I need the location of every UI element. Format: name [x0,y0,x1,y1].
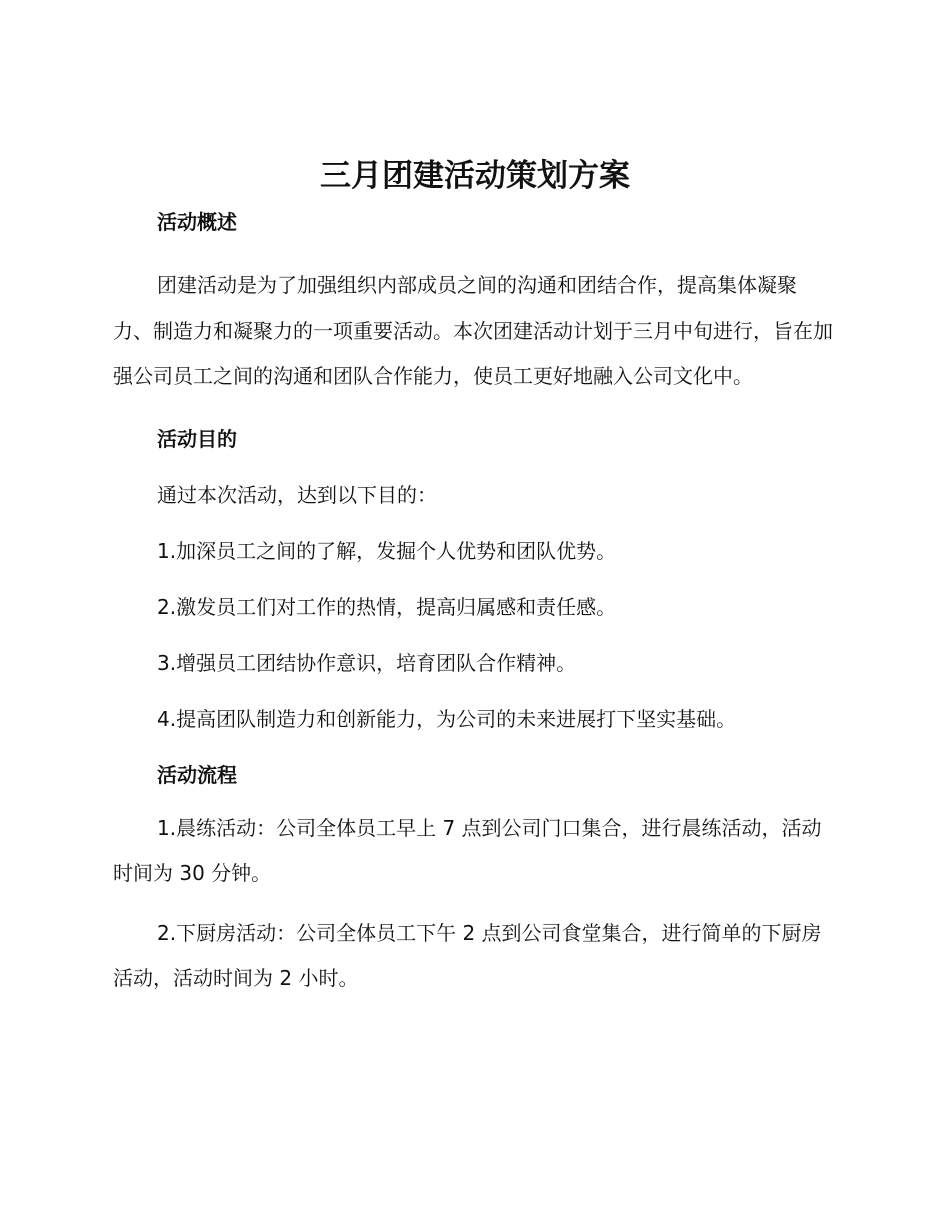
overview-paragraph: 团建活动是为了加强组织内部成员之间的沟通和团结合作，提高集体凝聚力、制造力和凝聚力的一项重要活动。本次团建活动计划于三月中旬进行，旨在加强公司员工之间的沟通和团队合作能力，使员工更好地融入公司文化中。 [113,273,833,388]
section-heading-goals: 活动目的 [157,426,237,451]
section-heading-process: 活动流程 [157,762,237,787]
goal-item: 4.提高团队制造力和创新能力，为公司的未来进展打下坚实基础。 [157,706,737,731]
goal-item: 2.激发员工们对工作的热情，提高归属感和责任感。 [157,594,617,619]
document-title: 三月团建活动策划方案 [320,158,630,194]
section-heading-overview: 活动概述 [157,210,237,234]
process-step: 1.晨练活动：公司全体员工早上 7 点到公司门口集合，进行晨练活动，活动时间为 30 分钟。 [113,815,822,885]
process-step: 2.下厨房活动：公司全体员工下午 2 点到公司食堂集合，进行简单的下厨房活动，活动时间为 2 小时。 [113,920,822,990]
goals-intro: 通过本次活动，达到以下目的： [157,482,437,507]
document-body [113,205,835,1002]
goal-item: 1.加深员工之间的了解，发掘个人优势和团队优势。 [157,538,617,563]
goal-item: 3.增强员工团结协作意识，培育团队合作精神。 [157,650,577,675]
